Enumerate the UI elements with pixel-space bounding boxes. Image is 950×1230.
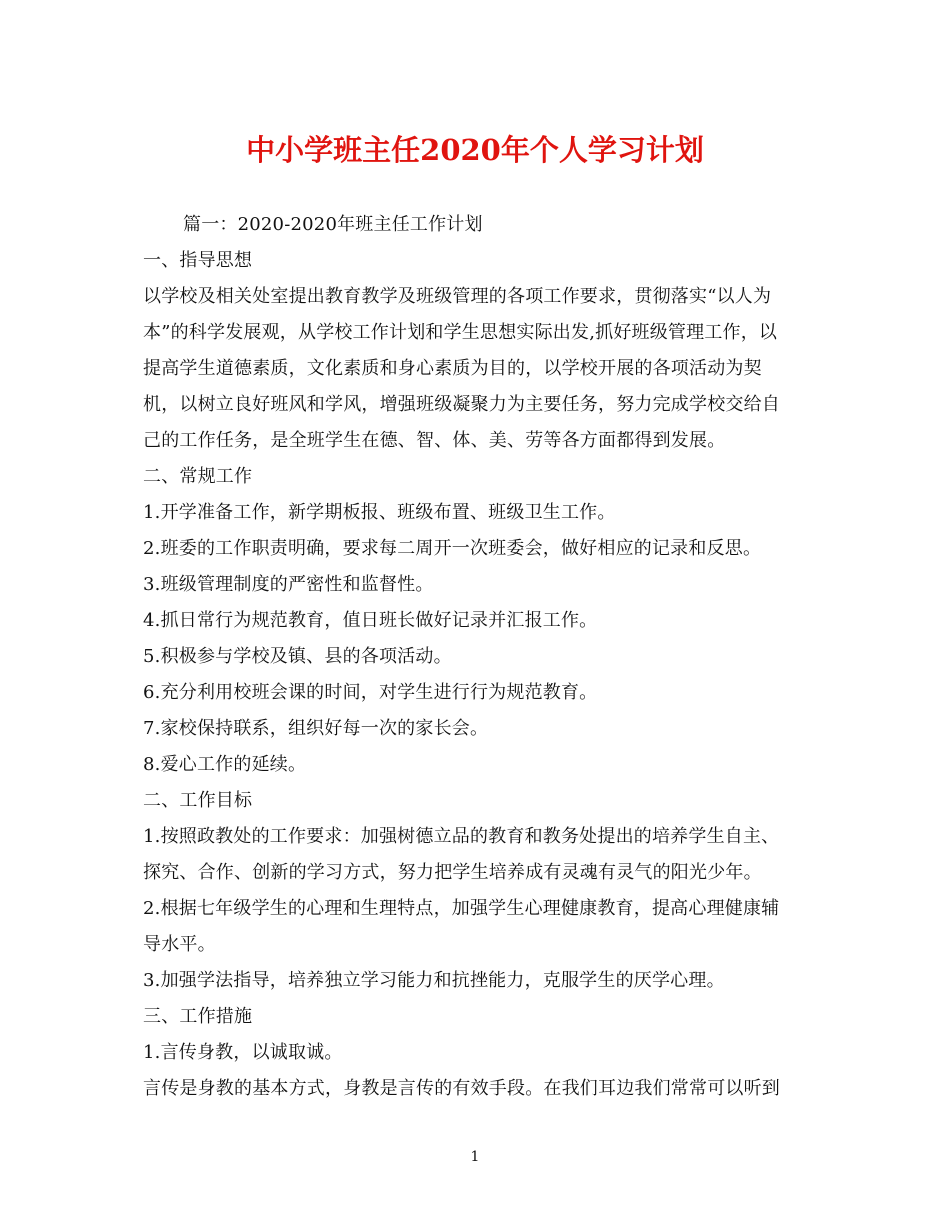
list-item: 7.家校保持联系，组织好每一次的家长会。 (143, 718, 489, 739)
paragraph-line: 导水平。 (143, 934, 216, 955)
paragraph-line: 以学校及相关处室提出教育教学及班级管理的各项工作要求，贯彻落实“以人为 (143, 286, 772, 307)
list-item: 1.言传身教，以诚取诚。 (143, 1042, 343, 1063)
list-item: 8.爱心工作的延续。 (143, 754, 307, 775)
paragraph-line: 探究、合作、创新的学习方式，努力把学生培养成有灵魂有灵气的阳光少年。 (143, 862, 762, 883)
document-title: 中小学班主任2020年个人学习计划 (246, 133, 704, 167)
list-item: 4.抓日常行为规范教育，值日班长做好记录并汇报工作。 (143, 610, 598, 631)
section-heading: 二、工作目标 (143, 790, 253, 811)
list-item: 5.积极参与学校及镇、县的各项活动。 (143, 646, 452, 667)
paragraph-line: 机，以树立良好班风和学风，增强班级凝聚力为主要任务，努力完成学校交给自 (143, 394, 780, 415)
list-item: 3.班级管理制度的严密性和监督性。 (143, 574, 434, 595)
subtitle-line: 篇一：2020-2020年班主任工作计划 (183, 214, 483, 235)
list-item: 1.按照政教处的工作要求：加强树德立品的教育和教务处提出的培养学生自主、 (143, 826, 780, 847)
paragraph-line: 己的工作任务，是全班学生在德、智、体、美、劳等各方面都得到发展。 (143, 430, 726, 451)
list-item: 2.班委的工作职责明确，要求每二周开一次班委会，做好相应的记录和反思。 (143, 538, 762, 559)
paragraph-line: 本”的科学发展观，从学校工作计划和学生思想实际出发,抓好班级管理工作，以 (143, 322, 778, 343)
section-heading: 一、指导思想 (143, 250, 253, 271)
list-item: 1.开学准备工作，新学期板报、班级布置、班级卫生工作。 (143, 502, 616, 523)
list-item: 2.根据七年级学生的心理和生理特点，加强学生心理健康教育，提高心理健康辅 (143, 898, 780, 919)
paragraph-line: 提高学生道德素质，文化素质和身心素质为目的，以学校开展的各项活动为契 (143, 358, 762, 379)
page-number: 1 (470, 1149, 480, 1165)
list-item: 3.加强学法指导，培养独立学习能力和抗挫能力，克服学生的厌学心理。 (143, 970, 725, 991)
list-item: 6.充分利用校班会课的时间，对学生进行行为规范教育。 (143, 682, 598, 703)
section-heading: 二、常规工作 (143, 466, 253, 487)
paragraph-line: 言传是身教的基本方式，身教是言传的有效手段。在我们耳边我们常常可以听到 (143, 1078, 780, 1099)
section-heading: 三、工作措施 (143, 1006, 253, 1027)
